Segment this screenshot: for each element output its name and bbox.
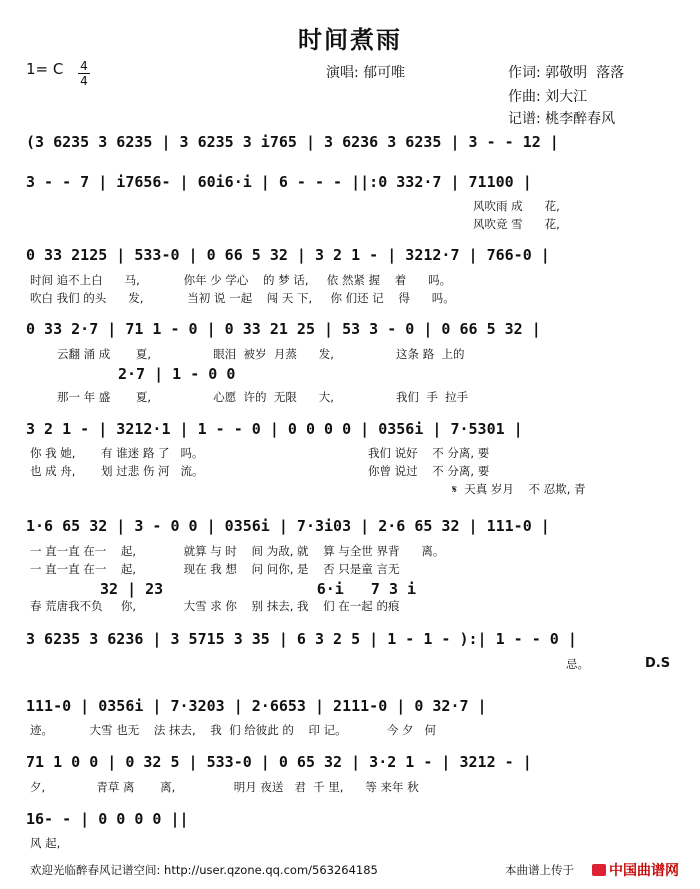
lyric-line-l2b: 风吹竞 雪 花, (473, 217, 560, 231)
notation-line-s6: 1·6 65 32 | 3 - 0 0 | 0356i | 7·3i03 | 2·6 65 32 | 111-0 | (26, 517, 550, 535)
notation-line-s9: 71 1 0 0 | 0 32 5 | 533-0 | 0 65 32 | 3·2 1 - | 3212 - | (26, 753, 532, 771)
notation-line-s5: 3 2 1 - | 3212·1 | 1 - - 0 | 0 0 0 0 | 0356i | 7·5301 | (26, 420, 523, 438)
key-signature: 1= C (26, 60, 64, 78)
notation-line-s7: 3 6235 3 6236 | 3 5715 3 35 | 6 3 2 5 | 1 - 1 - ):| 1 - - 0 | (26, 630, 577, 648)
lyric-line-l3b: 吹白 我们 的头 发, 当初 说 一起 闯 天 下, 你 们还 记 得 吗。 (30, 291, 455, 305)
lyric-line-l10a: 风 起, (30, 836, 61, 850)
lyric-line-l8a: 迹。 大雪 也无 法 抹去, 我 们 给彼此 的 印 记。 今 夕 何 (30, 723, 436, 737)
lyric-line-l6c: 春 荒唐我不负 你, 大雪 求 你 别 抹去, 我 们 在一起 的痕 (30, 599, 400, 613)
song-title: 时间煮雨 (298, 26, 402, 54)
lyric-line-l5c: 𝄋 天真 岁月 不 忍欺, 青 (452, 482, 586, 496)
lyric-line-l2a: 风吹雨 成 花, (473, 199, 560, 213)
lyric-line-l6a: 一 直一直 在一 起, 就算 与 时 间 为敌, 就 算 与全世 界背 离。 (30, 544, 445, 558)
notation-line-s6b: 32 | 23 6·i 7 3 i (100, 580, 417, 598)
notation-line-s10: 16- - | 0 0 0 0 || (26, 810, 189, 828)
logo-mark-icon (592, 864, 606, 876)
notation-line-s1: (3 6235 3 6235 | 3 6235 3 i765 | 3 6236 3 6235 | 3 - - 12 | (26, 133, 559, 151)
logo-text: 中国曲谱网 (609, 863, 679, 879)
notation-line-s8: 111-0 | 0356i | 7·3203 | 2·6653 | 2111-0 | 0 32·7 | (26, 697, 487, 715)
site-logo (592, 860, 679, 880)
upload-note: 本曲谱上传于 (505, 863, 574, 877)
lyricist-credit: 作词: 郭敬明 落落 (508, 65, 625, 81)
singer-credit: 演唱: 郁可唯 (326, 65, 406, 81)
ds-mark-ds: D.S (645, 656, 671, 671)
lyric-line-l6b: 一 直一直 在一 起, 现在 我 想 问 问你, 是 否 只是童 言无 (30, 562, 400, 576)
site-footer: 欢迎光临醉春风记谱空间: http://user.qzone.qq.com/563264185 (30, 863, 378, 877)
notation-line-s3: 0 33 2125 | 533-0 | 0 66 5 32 | 3 2 1 - | 3212·7 | 766-0 | (26, 246, 550, 264)
lyric-line-l4a: 云翻 涌 成 夏, 眼泪 被岁 月蒸 发, 这条 路 上的 (57, 347, 465, 361)
lyric-line-l4b: 那一 年 盛 夏, 心愿 许的 无限 大, 我们 手 拉手 (57, 390, 469, 404)
lyric-line-l3a: 时间 追不上白 马, 你年 少 学心 的 梦 话, 依 然紧 握 着 吗。 (30, 273, 452, 287)
composer-credit: 作曲: 刘大江 (508, 89, 588, 105)
time-signature-bottom: 4 (80, 74, 88, 88)
notation-line-s2: 3 - - 7 | i7656- | 60i6·i | 6 - - - ||:0 332·7 | 71100 | (26, 173, 532, 191)
transcriber-credit: 记谱: 桃李醉春风 (508, 111, 616, 127)
notation-line-s4: 0 33 2·7 | 71 1 - 0 | 0 33 21 25 | 53 3 - 0 | 0 66 5 32 | (26, 320, 541, 338)
time-signature-top: 4 (80, 59, 88, 73)
lyric-line-l5a: 你 我 她, 有 谁迷 路 了 吗。 我们 说好 不 分离, 要 (30, 446, 490, 460)
lyric-line-l9a: 夕, 青草 离 离, 明月 夜送 君 千 里, 等 来年 秋 (30, 780, 419, 794)
notation-line-s4b: 2·7 | 1 - 0 0 (118, 365, 236, 383)
time-signature (78, 60, 90, 87)
lyric-line-l7a: 忌。 (566, 657, 589, 671)
lyric-line-l5b: 也 成 舟, 划 过悲 伤 河 流。 你曾 说过 不 分离, 要 (30, 464, 490, 478)
